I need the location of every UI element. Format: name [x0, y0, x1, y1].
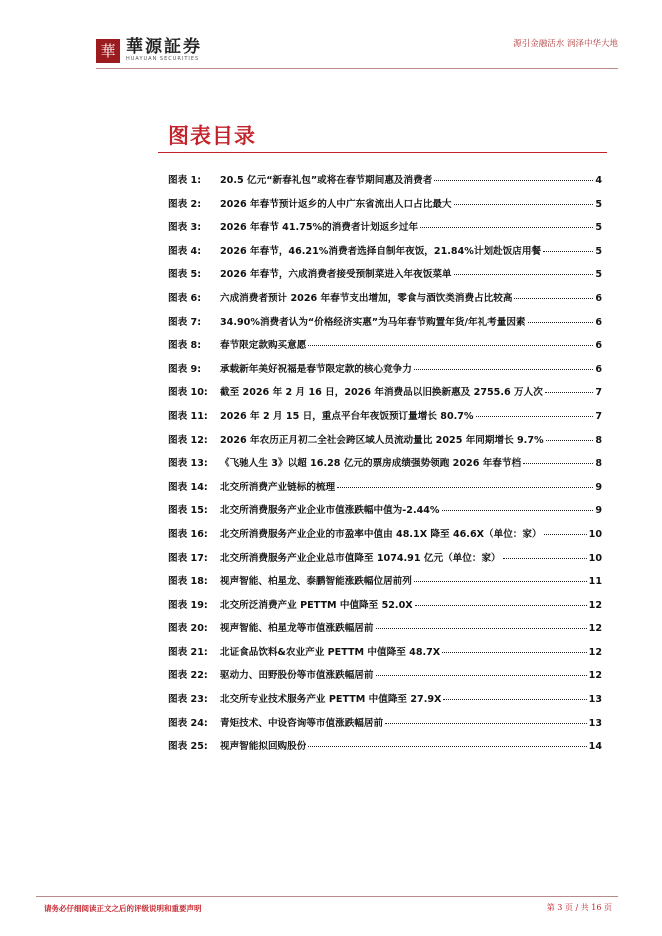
toc-dot-leader — [503, 558, 587, 559]
toc-entry-page: 8 — [595, 434, 602, 446]
toc-dot-leader — [523, 463, 593, 464]
toc-dot-leader — [443, 699, 586, 700]
toc-entry-label: 图表 4: — [168, 245, 202, 257]
toc-dot-leader — [385, 723, 587, 724]
toc-entry-title: 视声智能、柏星龙、泰鹏智能涨跌幅位居前列 — [220, 576, 412, 588]
toc-entry-page: 8 — [595, 458, 602, 470]
toc-dot-leader — [415, 605, 587, 606]
toc-entry-page: 14 — [588, 741, 602, 753]
toc-entry-title: 北交所泛消费产业 PETTM 中值降至 52.0X — [220, 599, 413, 611]
toc-entry-label: 图表 14: — [168, 481, 208, 493]
toc-entry-title: 2026 年 2 月 15 日，重点平台年夜饭预订量增长 80.7% — [220, 410, 474, 422]
title-divider — [158, 152, 607, 153]
toc-entry-label: 图表 24: — [168, 717, 208, 729]
page-indicator: 第 3 页 / 共 16 页 — [546, 903, 612, 912]
toc-dot-leader — [308, 746, 586, 747]
toc-entry-title: 六成消费者预计 2026 年春节支出增加，零食与酒饮类消费占比较高 — [220, 292, 513, 304]
toc-dot-leader — [454, 274, 594, 275]
header-divider — [96, 68, 618, 69]
toc-entry[interactable] — [168, 691, 602, 715]
toc-entry-label: 图表 2: — [168, 198, 202, 210]
toc-entry[interactable] — [168, 243, 602, 267]
toc-entry-label: 图表 3: — [168, 222, 202, 234]
toc-entry[interactable] — [168, 597, 602, 621]
toc-entry-label: 图表 6: — [168, 292, 202, 304]
toc-entry-label: 图表 13: — [168, 458, 208, 470]
toc-entry-page: 12 — [588, 670, 602, 682]
logo-chinese-name: 華源証券 — [126, 37, 202, 57]
toc-dot-leader — [543, 251, 593, 252]
toc-entry-title: 20.5 亿元“新春礼包”或将在春节期间惠及消费者 — [220, 175, 433, 186]
toc-entry[interactable] — [168, 479, 602, 503]
toc-entry[interactable] — [168, 502, 602, 526]
logo-seal-icon: 華 — [96, 39, 120, 63]
toc-dot-leader — [376, 628, 587, 629]
toc-entry-label: 图表 8: — [168, 340, 202, 352]
toc-entry[interactable] — [168, 384, 602, 408]
toc-dot-leader — [414, 581, 587, 582]
toc-entry[interactable] — [168, 361, 602, 385]
toc-entry-title: 驱动力、田野股份等市值涨跌幅居前 — [220, 670, 374, 682]
toc-entry-label: 图表 7: — [168, 316, 202, 328]
toc-entry[interactable] — [168, 314, 602, 338]
toc-dot-leader — [476, 416, 594, 417]
toc-entry[interactable] — [168, 408, 602, 432]
toc-entry[interactable] — [168, 432, 602, 456]
toc-entry-label: 图表 12: — [168, 434, 208, 446]
toc-entry[interactable] — [168, 550, 602, 574]
toc-entry-label: 图表 17: — [168, 552, 208, 564]
header-slogan: 源引金融活水 润泽中华大地 — [513, 39, 618, 49]
toc-entry-title: 2026 年春节预计返乡的人中广东省流出人口占比最大 — [220, 198, 452, 210]
toc-entry-label: 图表 21: — [168, 646, 208, 658]
toc-entry[interactable] — [168, 738, 602, 762]
toc-entry-title: 截至 2026 年 2 月 16 日，2026 年消费品以旧换新惠及 2755.6 万人次 — [220, 387, 543, 399]
toc-entry-title: 2026 年春节 41.75%的消费者计划返乡过年 — [220, 222, 419, 234]
footer-disclaimer: 请务必仔细阅读正文之后的评级说明和重要声明 — [44, 904, 202, 913]
toc-list — [168, 172, 602, 762]
toc-entry-title: 2026 年春节，46.21%消费者选择自制年夜饭，21.84%计划赴饭店用餐 — [220, 245, 542, 257]
toc-entry-label: 图表 19: — [168, 599, 208, 611]
toc-entry-title: 北交所消费产业链标的梳理 — [220, 481, 336, 493]
toc-entry[interactable] — [168, 573, 602, 597]
toc-dot-leader — [514, 298, 593, 299]
toc-dot-leader — [308, 345, 593, 346]
toc-entry-label: 图表 1: — [168, 175, 202, 186]
toc-entry[interactable] — [168, 337, 602, 361]
toc-entry-page: 4 — [595, 175, 602, 186]
company-logo — [96, 38, 202, 63]
toc-entry-title: 34.90%消费者认为“价格经济实惠”为马年春节购置年货/年礼考量因素 — [220, 316, 526, 328]
toc-entry-label: 图表 22: — [168, 670, 208, 682]
toc-entry-page: 5 — [595, 269, 602, 281]
toc-entry-title: 北交所专业技术服务产业 PETTM 中值降至 27.9X — [220, 694, 442, 706]
toc-entry-title: 承载新年美好祝福是春节限定款的核心竞争力 — [220, 363, 412, 375]
toc-entry[interactable] — [168, 196, 602, 220]
toc-entry[interactable] — [168, 266, 602, 290]
toc-entry-label: 图表 11: — [168, 410, 208, 422]
toc-entry[interactable] — [168, 667, 602, 691]
footer-divider — [36, 896, 618, 897]
toc-dot-leader — [434, 180, 593, 181]
toc-entry[interactable] — [168, 290, 602, 314]
toc-entry-title: 视声智能、柏星龙等市值涨跌幅居前 — [220, 623, 374, 635]
toc-dot-leader — [376, 675, 587, 676]
toc-entry-page: 6 — [595, 292, 602, 304]
toc-entry-label: 图表 5: — [168, 269, 202, 281]
toc-entry-label: 图表 18: — [168, 576, 208, 588]
toc-entry-title: 北交所消费服务产业企业市值涨跌幅中值为-2.44% — [220, 505, 440, 517]
logo-english-name: HUAYUAN SECURITIES — [126, 56, 200, 62]
toc-entry[interactable] — [168, 715, 602, 739]
toc-entry-page: 6 — [595, 363, 602, 375]
toc-entry-title: 2026 年农历正月初二全社会跨区域人员流动量比 2025 年同期增长 9.7% — [220, 434, 544, 446]
toc-entry-page: 6 — [595, 340, 602, 352]
toc-entry[interactable] — [168, 526, 602, 550]
toc-entry[interactable] — [168, 219, 602, 243]
toc-entry-page: 6 — [595, 316, 602, 328]
toc-entry-title: 青矩技术、中设咨询等市值涨跌幅居前 — [220, 717, 384, 729]
toc-entry-title: 视声智能拟回购股份 — [220, 741, 307, 753]
toc-entry-label: 图表 23: — [168, 694, 208, 706]
toc-dot-leader — [454, 204, 594, 205]
toc-entry[interactable] — [168, 455, 602, 479]
toc-dot-leader — [545, 392, 594, 393]
toc-dot-leader — [420, 227, 593, 228]
toc-dot-leader — [442, 510, 594, 511]
toc-entry-page: 11 — [588, 576, 602, 588]
toc-dot-leader — [544, 534, 587, 535]
toc-entry-title: 春节限定款购买意愿 — [220, 340, 307, 352]
toc-entry-label: 图表 15: — [168, 505, 208, 517]
toc-entry-page: 12 — [588, 599, 602, 611]
toc-entry-page: 13 — [588, 694, 602, 706]
toc-entry-title: 《飞驰人生 3》以超 16.28 亿元的票房成绩强势领跑 2026 年春节档 — [220, 458, 522, 470]
toc-dot-leader — [528, 322, 594, 323]
toc-entry-label: 图表 9: — [168, 363, 202, 375]
toc-entry[interactable] — [168, 172, 602, 196]
toc-entry[interactable] — [168, 620, 602, 644]
toc-entry-page: 7 — [595, 410, 602, 422]
toc-entry-page: 5 — [595, 222, 602, 234]
toc-entry-label: 图表 25: — [168, 741, 208, 753]
toc-entry-page: 12 — [588, 623, 602, 635]
toc-entry-title: 北交所消费服务产业企业的市盈率中值由 48.1X 降至 46.6X（单位：家） — [220, 528, 542, 540]
toc-entry-page: 5 — [595, 245, 602, 257]
toc-entry-title: 2026 年春节，六成消费者接受预制菜进入年夜饭菜单 — [220, 269, 452, 281]
toc-dot-leader — [546, 440, 594, 441]
toc-entry-label: 图表 10: — [168, 387, 208, 399]
toc-entry-page: 13 — [588, 717, 602, 729]
toc-dot-leader — [442, 652, 586, 653]
toc-entry-page: 10 — [588, 528, 602, 540]
toc-title: 图表目录 — [168, 124, 256, 148]
toc-entry-title: 北交所消费服务产业企业总市值降至 1074.91 亿元（单位：家） — [220, 552, 501, 564]
toc-entry[interactable] — [168, 644, 602, 668]
toc-entry-title: 北证食品饮料&农业产业 PETTM 中值降至 48.7X — [220, 646, 441, 658]
toc-dot-leader — [337, 487, 593, 488]
toc-entry-label: 图表 20: — [168, 623, 208, 635]
toc-entry-page: 7 — [595, 387, 602, 399]
toc-entry-label: 图表 16: — [168, 528, 208, 540]
toc-dot-leader — [414, 369, 593, 370]
logo-wordmark — [126, 38, 202, 63]
toc-entry-page: 12 — [588, 646, 602, 658]
toc-entry-page: 9 — [595, 481, 602, 493]
toc-entry-page: 9 — [595, 505, 602, 517]
toc-entry-page: 5 — [595, 198, 602, 210]
toc-entry-page: 10 — [588, 552, 602, 564]
